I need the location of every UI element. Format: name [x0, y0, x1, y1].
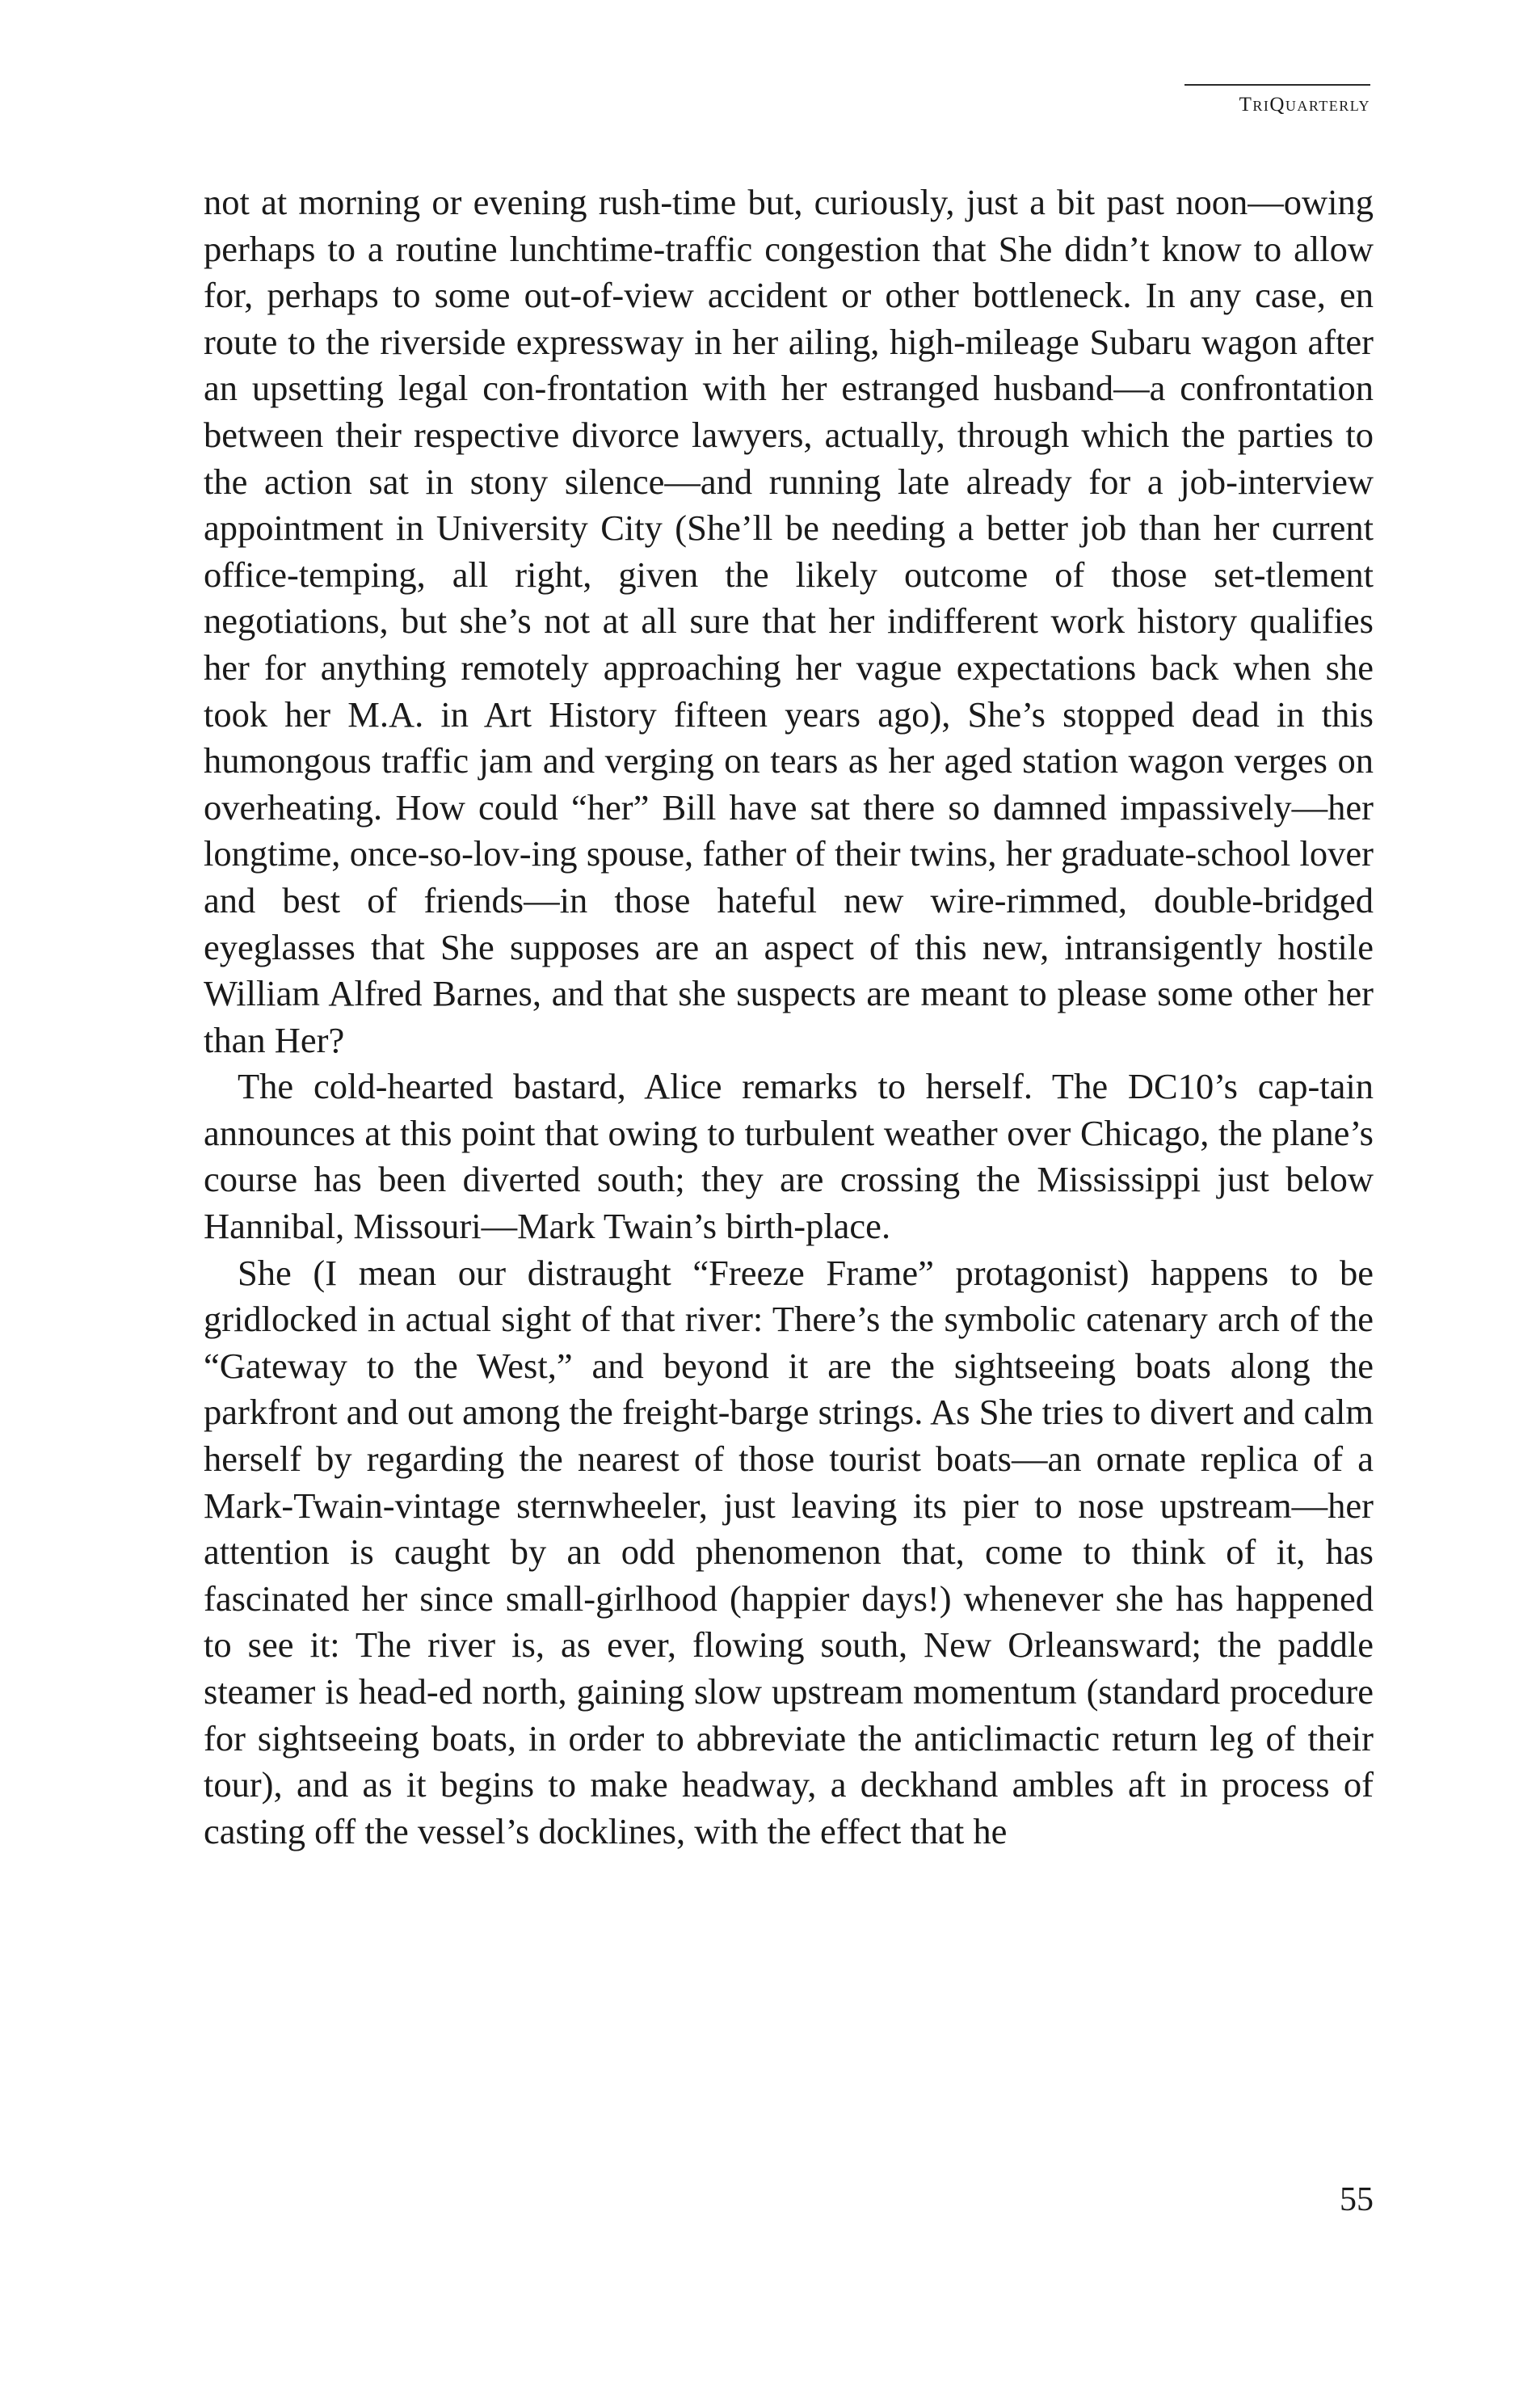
paragraph-gridlocked: She (I mean our distraught “Freeze Frame” protagonist) happens to be gridlocked in actual sight of that river: There’s the symbolic catenary arch of the “Gateway to the West,” and beyond it are the sightseeing boats along the parkfront and out among the freight-barge strings. As She tries to divert and calm herself by regarding the nearest of those tourist boats—an ornate replica of a Mark-Twain-vintage sternwheeler, just leaving its pier to nose upstream—her attention is caught by an odd phenomenon that, come to think of it, has fascinated her since small-girlhood (happier days!) whenever she has happened to see it: The river is, as ever, flowing south, New Orleansward; the paddle steamer is head-ed north, gaining slow upstream momentum (standard procedure for sightseeing boats, in order to abbreviate the anticlimactic return leg of their tour), and as it begins to make headway, a deckhand ambles aft in process of casting off the vessel’s docklines, with the effect that he [204, 1252, 1374, 1851]
body-text [204, 179, 1374, 1855]
page-number: 55 [1340, 2181, 1374, 2218]
paragraph-continuation: not at morning or evening rush-time but, curiously, just a bit past noon—owing perhaps to a routine lunchtime-traffic congestion that She didn’t know to allow for, perhaps to some out-of-view accident or other bottleneck. In any case, en route to the riverside expressway in her ailing, high-mileage Subaru wagon after an upsetting legal con-frontation with her estranged husband—a confrontation between their respective divorce lawyers, actually, through which the parties to the action sat in stony silence—and running late already for a job-interview appointment in University City (She’ll be needing a better job than her current office-temping, all right, given the likely outcome of those set-tlement negotiations, but she’s not at all sure that her indifferent work history qualifies her for anything remotely approaching her vague expectations back when she took her M.A. in Art History fifteen years ago), She’s stopped dead in this humongous traffic jam and verging on tears as her aged station wagon verges on overheating. How could “her” Bill have sat there so damned impassively—her longtime, once-so-lov-ing spouse, father of their twins, her graduate-school lover and best of friends—in those hateful new wire-rimmed, double-bridged eyeglasses that She supposes are an aspect of this new, intransigently hostile William Alfred Barnes, and that she suspects are meant to please some other her than Her? [204, 182, 1374, 1060]
running-head [1184, 84, 1370, 116]
paragraph-cold-hearted: The cold-hearted bastard, Alice remarks to herself. The DC10’s cap-tain announces at this point that owing to turbulent weather over Chicago, the plane’s course has been diverted south; they are crossing the Mississippi just below Hannibal, Missouri—Mark Twain’s birth-place. [204, 1066, 1374, 1247]
journal-title: TriQuarterly [1239, 94, 1370, 116]
running-head-rule [1184, 84, 1370, 86]
